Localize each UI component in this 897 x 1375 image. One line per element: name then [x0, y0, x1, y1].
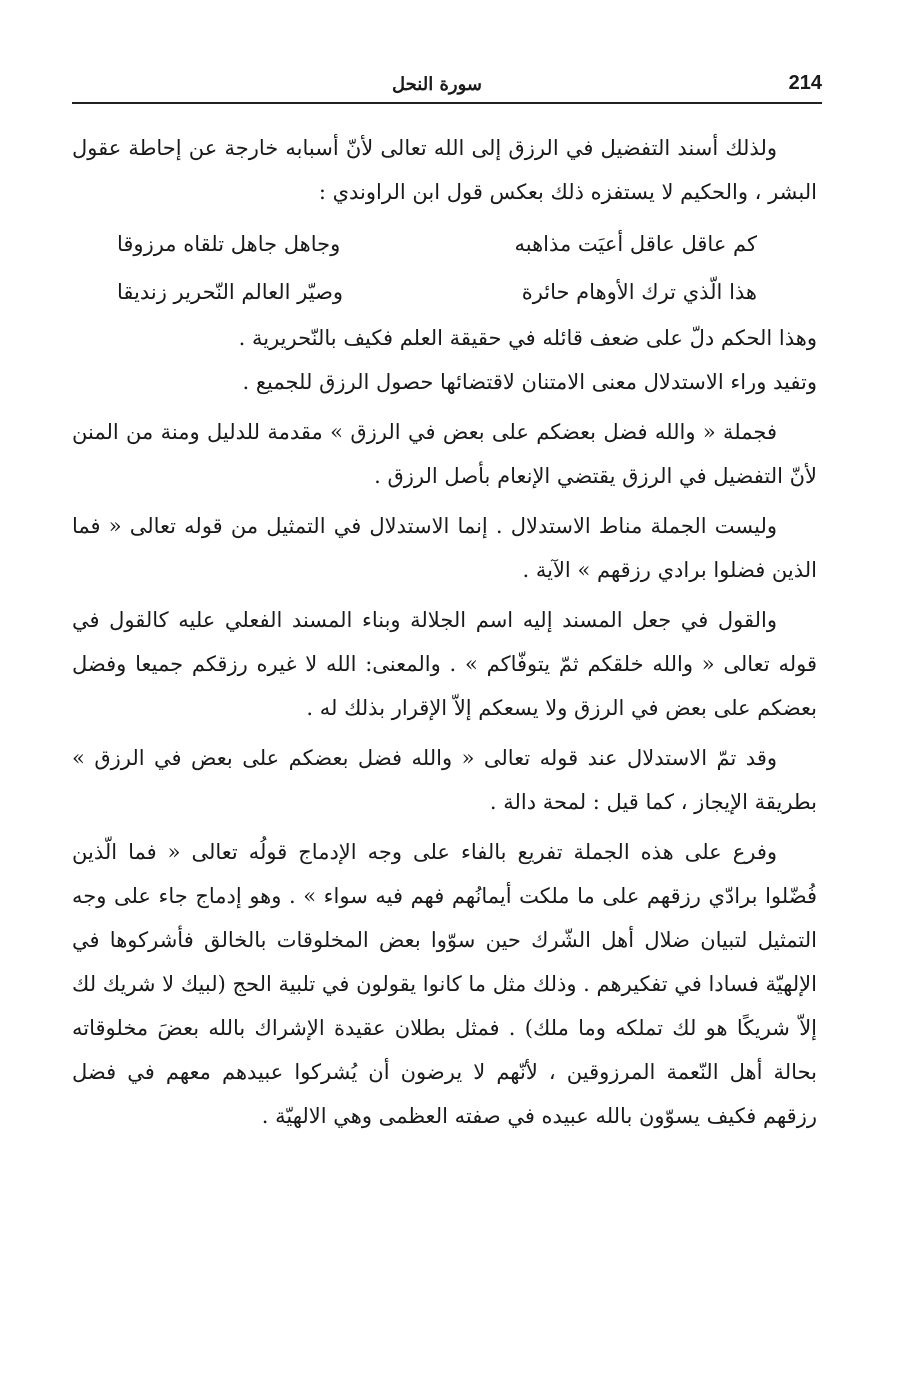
page-header — [72, 68, 822, 104]
verse-second-hemistich: وجاهل جاهل تلقاه مرزوقا — [117, 232, 341, 256]
poem — [72, 220, 817, 316]
paragraph: والقول في جعل المسند إليه اسم الجلالة وبناء المسند الفعلي عليه كالقول في قوله تعالى « والله خلقكم ثمّ يتوفّاكم » . والمعنى: الله لا غيره رزقكم جميعا وفضل بعضكم على بعض في الرزق ولا يسعكم إلاّ الإقرار بذلك له . — [72, 608, 817, 720]
verse-second-hemistich: وصيّر العالم النّحرير زنديقا — [117, 280, 344, 304]
poem-verse — [117, 220, 757, 268]
running-title: سورة النحل — [392, 74, 482, 95]
verse-first-hemistich: كم عاقل عاقل أعيَت مذاهبه — [514, 232, 757, 256]
paragraph: فجملة « والله فضل بعضكم على بعض في الرزق » مقدمة للدليل ومنة من المنن لأنّ التفضيل في الرزق يقتضي الإنعام بأصل الرزق . — [72, 420, 817, 488]
poem-verse — [117, 268, 757, 316]
paragraph: وليست الجملة مناط الاستدلال . إنما الاستدلال في التمثيل من قوله تعالى « فما الذين فضلوا برادي رزقهم » الآية . — [72, 514, 817, 582]
paragraph: وتفيد وراء الاستدلال معنى الامتنان لاقتضائها حصول الرزق للجميع . — [242, 370, 817, 394]
page-body — [72, 126, 817, 1144]
paragraph: وقد تمّ الاستدلال عند قوله تعالى « والله فضل بعضكم على بعض في الرزق » بطريقة الإيجاز ، كما قيل : لمحة دالة . — [72, 746, 817, 814]
verse-first-hemistich: هذا الّذي ترك الأوهام حائرة — [521, 280, 757, 304]
paragraph: وهذا الحكم دلّ على ضعف قائله في حقيقة العلم فكيف بالنّحريرية . — [238, 326, 817, 350]
page-number: 214 — [788, 72, 822, 94]
paragraph: وفرع على هذه الجملة تفريع بالفاء على وجه الإدماج قولُه تعالى « فما الّذين فُضّلوا برادّي رزقهم على ما ملكت أيمانُهم فهم فيه سواء » . وهو إدماج جاء على وجه التمثيل لتبيان ضلال أهل الشّرك حين سوّوا بعض المخلوقات بالخالق فأشركوها في الإلهيّة فسادا في تفكيرهم . وذلك مثل ما كانوا يقولون في تلبية الحج (لبيك لا شريك لك إلاّ شريكًا هو لك تملكه وما ملك) . فمثل بطلان عقيدة الإشراك بالله بعضَ مخلوقاته بحالة أهل النّعمة المرزوقين ، لأنّهم لا يرضون أن يُشركوا عبيدهم معهم في فضل رزقهم فكيف يسوّون بالله عبيده في صفته العظمى وهي الالهيّة . — [72, 840, 817, 1128]
paragraph: ولذلك أسند التفضيل في الرزق إلى الله تعالى لأنّ أسبابه خارجة عن إحاطة عقول البشر ، والحكيم لا يستفزه ذلك بعكس قول ابن الراوندي : — [72, 136, 817, 204]
